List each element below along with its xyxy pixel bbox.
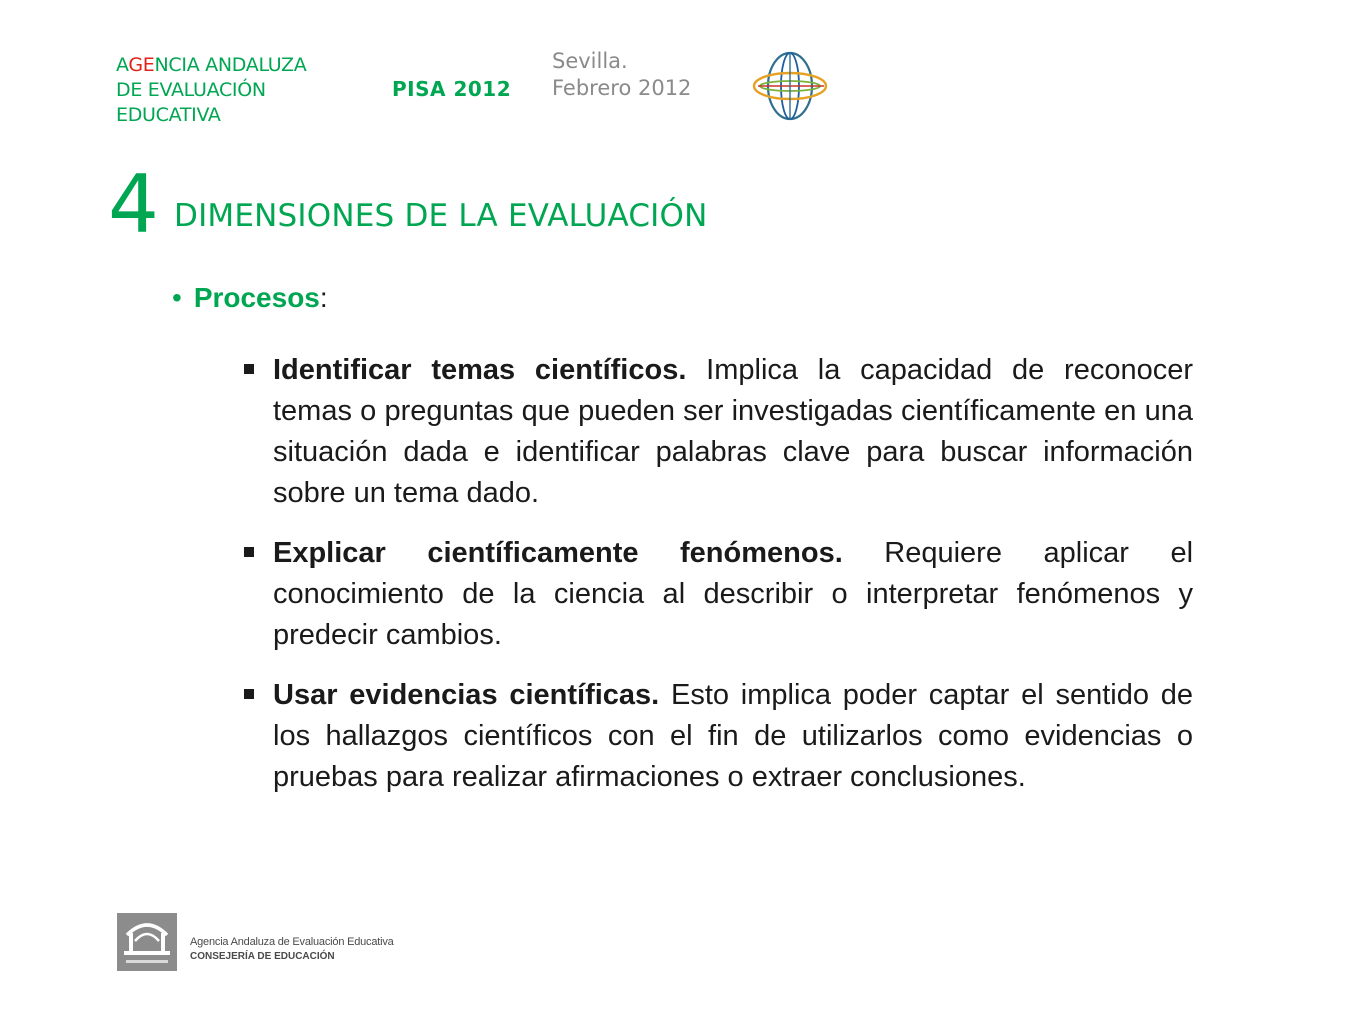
agency-line-3: EDUCATIVA <box>116 104 221 126</box>
item-title: Usar evidencias científicas. <box>273 679 660 711</box>
topic-label: Procesos <box>193 282 320 313</box>
agency-line-2: DE EVALUACIÓN <box>116 79 266 101</box>
item-title: Explicar científicamente fenómenos. <box>273 537 843 569</box>
footer-agency <box>190 936 394 962</box>
agency-line-1-rest: NCIA ANDALUZA <box>154 54 307 76</box>
square-bullet-icon <box>244 689 254 699</box>
item-description: Requiere aplicar el conocimiento de la ciencia al describir o interpretar fenómenos y predecir cambios. <box>273 537 1194 651</box>
list-item-text <box>273 350 1193 514</box>
list-item <box>242 350 1193 514</box>
section-title: DIMENSIONES DE LA EVALUACIÓN <box>174 198 708 234</box>
item-description: Implica la capacidad de reconocer temas o preguntas que pueden ser investigadas científicamente en una situación dada e identificar palabras clave para buscar información sobre un tema dado. <box>273 354 1194 509</box>
place-date <box>552 48 691 102</box>
item-title: Identificar temas científicos. <box>273 354 687 386</box>
topic-heading <box>172 280 328 316</box>
footer-line-1: Agencia Andaluza de Evaluación Educativa <box>190 936 394 948</box>
agency-line-1 <box>116 53 306 78</box>
agency-name <box>116 53 306 128</box>
list-item-text <box>273 533 1193 656</box>
list-item <box>242 675 1193 798</box>
square-bullet-icon <box>244 364 254 374</box>
program-label: PISA 2012 <box>392 77 512 101</box>
section-number: 4 <box>108 158 159 251</box>
agency-letters-red: GE <box>128 54 155 76</box>
process-list <box>242 350 1193 817</box>
place-date-text: Febrero 2012 <box>552 76 692 100</box>
globe-logo-icon <box>752 48 832 129</box>
agency-letter-a: A <box>116 54 129 76</box>
bullet-dot: • <box>172 282 182 313</box>
place-city: Sevilla. <box>552 49 628 73</box>
item-description: Esto implica poder captar el sentido de los hallazgos científicos con el fin de utilizarlos como evidencias o pruebas para realizar afirmaciones o extraer conclusiones. <box>273 679 1193 793</box>
junta-andalucia-emblem-icon <box>117 913 177 976</box>
list-item <box>242 533 1193 656</box>
list-item-text <box>273 675 1193 798</box>
topic-colon: : <box>319 282 328 313</box>
square-bullet-icon <box>244 547 254 557</box>
footer-line-2: CONSEJERÍA DE EDUCACIÓN <box>190 951 335 962</box>
